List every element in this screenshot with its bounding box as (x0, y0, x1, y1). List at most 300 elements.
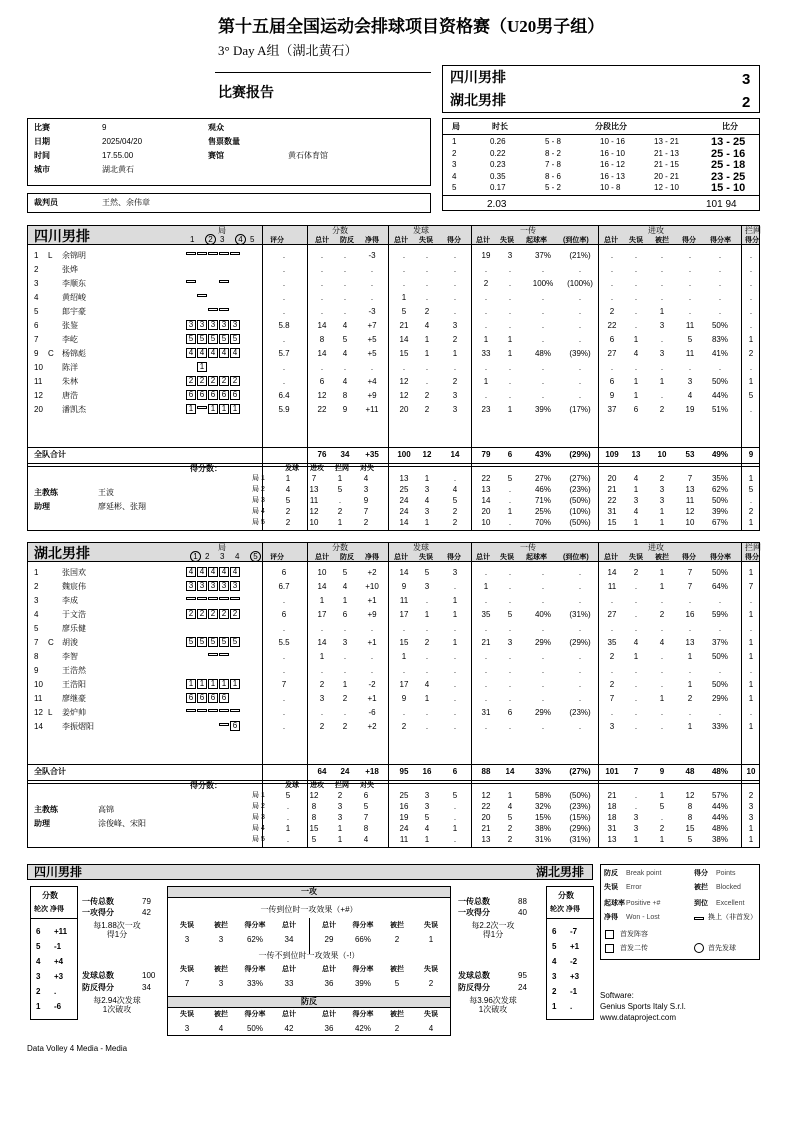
stat-rt: . (484, 266, 488, 274)
start-position: 6 (197, 693, 207, 703)
player-name: 王浩然 (62, 666, 86, 675)
player-rotation (186, 651, 241, 659)
stat-rp: . (541, 583, 545, 591)
stat-rp: . (541, 308, 545, 316)
mid-hdr: 失误 (180, 966, 194, 973)
set-sr: 1 (424, 475, 430, 483)
player-number: 1 (34, 568, 39, 577)
stat-bk: 2 (748, 350, 754, 358)
stat-ak: . (718, 252, 722, 260)
stat-bk: . (749, 308, 753, 316)
set-partial-1: 8 - 6 (545, 171, 562, 181)
start-position: 4 (208, 567, 218, 577)
set-at: 13 (607, 836, 617, 844)
stat-bp: 4 (342, 350, 348, 358)
stat-rr: . (508, 597, 512, 605)
set-pts: 7 (311, 475, 317, 483)
assistant-label: 助理 (34, 502, 50, 511)
summary-team-b: 湖北男排 (536, 865, 585, 879)
total-rp: 43% (534, 451, 551, 459)
player-role: L (48, 251, 53, 260)
player-name: 朱林 (62, 377, 78, 386)
set-pts: 1 (337, 825, 343, 833)
set-pts: 5 (363, 803, 369, 811)
stat-r: 6 (281, 611, 287, 619)
stat-net: +5 (367, 336, 377, 344)
stat-sr: 4 (424, 681, 430, 689)
start-position: 2 (230, 376, 240, 386)
stat-ak: . (718, 266, 722, 274)
set-at: 18 (607, 803, 617, 811)
stat-st: 8 (319, 336, 325, 344)
stat-rf: (17%) (569, 406, 591, 414)
legend-rota: 首发二传 (620, 945, 648, 952)
mid-val: 62% (246, 935, 263, 944)
set-rt: 13 (481, 486, 491, 494)
total-se: 95 (399, 768, 409, 776)
stat-bk: 5 (748, 392, 754, 400)
total-sep (27, 447, 760, 448)
legend-pos-en: Positive +# (626, 900, 661, 907)
total-bk: 10 (746, 768, 756, 776)
mid-title2: 防反 (301, 997, 317, 1006)
team-table-frame (27, 542, 760, 784)
stat-ap: . (688, 364, 692, 372)
start-position: 6 (197, 390, 207, 400)
rot-net: +3 (570, 972, 580, 981)
legend-ss-box (605, 930, 614, 939)
set-ae: 4 (633, 508, 639, 516)
rot-net: -6 (54, 1002, 62, 1011)
set-partial-3: 20 - 21 (654, 171, 679, 181)
stat-sp: . (453, 364, 457, 372)
stat-rt: . (484, 294, 488, 302)
stat-rr: 3 (507, 639, 513, 647)
rot-net: +11 (54, 927, 68, 936)
stat-ab: . (660, 723, 664, 731)
set-pts: 1 (285, 825, 291, 833)
stat-at: . (610, 597, 614, 605)
mid-hdr: 得分率 (352, 966, 374, 973)
player-name: 李顺东 (62, 279, 86, 288)
stat-rr: 6 (507, 709, 513, 717)
stat-sr: 1 (424, 350, 430, 358)
rot-num: 3 (36, 972, 41, 981)
stat-ap: 11 (685, 350, 695, 358)
hdr-pts: 得分 (447, 237, 461, 244)
stat-ae: 2 (633, 569, 639, 577)
recv-val: 79 (142, 897, 151, 906)
mid-hdr: 得分率 (244, 1011, 266, 1018)
set-rf: (50%) (569, 497, 591, 505)
total-bp: 24 (340, 768, 350, 776)
stat-r: . (282, 667, 286, 675)
mid-val: 3 (218, 979, 224, 988)
stat-ab: . (660, 336, 664, 344)
player-name: 李成 (62, 596, 78, 605)
set-rf: (15%) (569, 814, 591, 822)
stat-rt: 23 (481, 406, 491, 414)
stat-ab: . (660, 266, 664, 274)
stat-ab: 3 (659, 350, 665, 358)
set-pts: 8 (311, 814, 317, 822)
start-position: 1 (208, 404, 218, 414)
stat-bk: 1 (748, 378, 754, 386)
set-rf: (23%) (569, 803, 591, 811)
set-pts: 3 (337, 814, 343, 822)
stat-ap: 5 (687, 336, 693, 344)
total-sp: 14 (450, 451, 460, 459)
start-position: 4 (230, 567, 240, 577)
start-position: 4 (197, 348, 207, 358)
set-pts: 1 (337, 475, 343, 483)
mid-val: 33% (246, 979, 263, 988)
pts-hdr: 对失 (360, 782, 374, 789)
stat-rf: (39%) (569, 350, 591, 358)
set-rt: 20 (481, 508, 491, 516)
mid-hdr: 被拦 (390, 966, 404, 973)
stat-r: . (282, 364, 286, 372)
stat-sr: 1 (424, 336, 430, 344)
legend-blk: 被拦 (694, 884, 708, 891)
set-bk: 2 (748, 508, 754, 516)
mid-hdr: 总计 (282, 966, 296, 973)
stat-sr: . (425, 252, 429, 260)
stat-ab: . (660, 252, 664, 260)
stat-se: 20 (399, 406, 409, 414)
stat-rr: . (508, 569, 512, 577)
stat-ab: 1 (659, 583, 665, 591)
stat-r: . (282, 709, 286, 717)
stat-net: +1 (367, 639, 377, 647)
hdr-attack: 进攻 (648, 543, 664, 552)
set-ab: 1 (659, 519, 665, 527)
stat-rt: 35 (481, 611, 491, 619)
set-pts: 10 (309, 519, 319, 527)
set-rr: 4 (507, 803, 513, 811)
set-rp: 32% (534, 803, 551, 811)
set-partial-3: 21 - 13 (654, 148, 679, 158)
coach-name: 王波 (98, 488, 114, 497)
stat-at: 2 (609, 308, 615, 316)
bp-label: 发球总数 (458, 971, 490, 980)
stat-ak: . (718, 709, 722, 717)
set-bk: 5 (748, 486, 754, 494)
player-rotation (186, 721, 241, 731)
set-at: 22 (607, 497, 617, 505)
set-ab: 3 (659, 486, 665, 494)
stat-st: . (320, 667, 324, 675)
set-se: 24 (399, 508, 409, 516)
mid-hdr: 得分率 (244, 966, 266, 973)
set-pts: 5 (285, 497, 291, 505)
stat-se: . (402, 280, 406, 288)
stat-r: . (282, 266, 286, 274)
stat-net: +11 (365, 406, 379, 414)
stat-rt: . (484, 723, 488, 731)
player-rotation (186, 637, 241, 647)
stat-at: 37 (607, 406, 617, 414)
player-name: 廖继豪 (62, 694, 86, 703)
stat-bp: . (343, 709, 347, 717)
hdr-pos: 起球率 (526, 237, 547, 244)
stat-bk: . (749, 252, 753, 260)
sub-marker (186, 280, 196, 283)
stat-net: -2 (368, 681, 376, 689)
stat-r: 5.9 (278, 406, 290, 414)
total-rf: (29%) (569, 451, 591, 459)
stat-bp: 6 (342, 611, 348, 619)
set-pts: 1 (337, 836, 343, 844)
stat-st: 14 (317, 350, 327, 358)
stat-net: +9 (367, 611, 377, 619)
sub-marker (230, 597, 240, 600)
stat-st: 2 (319, 723, 325, 731)
hdr-tot: 总计 (394, 237, 408, 244)
software-website: www.dataproject.com (600, 1013, 677, 1022)
stat-rr: . (508, 653, 512, 661)
set-rr: 1 (507, 508, 513, 516)
stat-ap: 1 (687, 681, 693, 689)
stat-rf: . (578, 336, 582, 344)
set-sp: . (453, 475, 457, 483)
spectators-label: 观众 (208, 123, 224, 132)
set-ab: 3 (659, 497, 665, 505)
start-position: 6 (186, 390, 196, 400)
referee-box (27, 193, 431, 213)
player-rotation (186, 595, 241, 603)
stat-ap: . (688, 252, 692, 260)
set-sr: 4 (424, 825, 430, 833)
stat-rr: . (508, 322, 512, 330)
stat-r: . (282, 723, 286, 731)
set-rf: (50%) (569, 792, 591, 800)
set-pts: 15 (309, 825, 319, 833)
stat-ae: . (634, 625, 638, 633)
stat-at: 7 (609, 695, 615, 703)
stat-rt: . (484, 681, 488, 689)
mid-val: 39% (354, 979, 371, 988)
stat-se: 15 (399, 639, 409, 647)
hdr-attack: 进攻 (648, 226, 664, 235)
legend-first: 首先发球 (708, 945, 736, 952)
set-pts: 5 (285, 792, 291, 800)
col-sep (388, 225, 389, 467)
sub-marker (197, 709, 207, 712)
legend-first-circle (694, 943, 704, 953)
team-table-frame (27, 225, 760, 467)
set-ap: 8 (687, 803, 693, 811)
total-se: 100 (397, 451, 411, 459)
stat-rp: 29% (534, 709, 551, 717)
hdr-pts: 得分 (745, 554, 759, 561)
stat-sr: . (425, 667, 429, 675)
start-position: 2 (197, 609, 207, 619)
set-row-label: 局 3 (252, 497, 265, 504)
start-position: 4 (230, 348, 240, 358)
set-sr: 5 (424, 814, 430, 822)
legend-wl: 净得 (604, 914, 618, 921)
note1: 每1.88次一攻 (93, 921, 141, 930)
stat-net: +1 (367, 597, 377, 605)
set-rp: 46% (534, 486, 551, 494)
stat-ak: 83% (711, 336, 728, 344)
stat-ae: . (634, 294, 638, 302)
set-ak: 48% (711, 825, 728, 833)
team-name: 四川男排 (34, 228, 90, 244)
referee-label: 裁判员 (34, 198, 58, 207)
total-rp: 33% (534, 768, 551, 776)
stat-ae: . (634, 611, 638, 619)
hdr-err: 失误 (500, 554, 514, 561)
start-position: 5 (197, 334, 207, 344)
set-sr: 3 (424, 803, 430, 811)
set-rt: 22 (481, 803, 491, 811)
scoreboard-team-b: 湖北男排 (450, 92, 506, 108)
stat-rp: . (541, 667, 545, 675)
time-label: 时间 (34, 151, 50, 160)
stat-net: . (370, 266, 374, 274)
pts-hdr: 拦网 (335, 782, 349, 789)
stat-at: 6 (609, 378, 615, 386)
stat-bk: 1 (748, 653, 754, 661)
stat-net: +2 (367, 723, 377, 731)
stat-bp: . (343, 294, 347, 302)
stat-sp: . (453, 583, 457, 591)
set-sp: 2 (452, 508, 458, 516)
set-rr: . (508, 497, 512, 505)
col-sep (262, 225, 263, 467)
stat-r: . (282, 252, 286, 260)
set-ak: 62% (711, 486, 728, 494)
mid-hdr: 被拦 (214, 922, 228, 929)
stat-at: . (610, 364, 614, 372)
set-score: 23 - 25 (711, 170, 746, 183)
sub-marker (186, 597, 196, 600)
stat-rt: . (484, 364, 488, 372)
stat-rf: . (578, 364, 582, 372)
hdr-serve: 发球 (413, 226, 429, 235)
total-sep (27, 764, 760, 765)
stat-bp: 4 (342, 583, 348, 591)
stat-ae: . (634, 252, 638, 260)
stat-se: 1 (401, 653, 407, 661)
start-position: 3 (208, 581, 218, 591)
stat-rf: . (578, 681, 582, 689)
stat-st: 10 (317, 569, 327, 577)
set-rf: (10%) (569, 508, 591, 516)
hdr-tot: 总计 (315, 237, 329, 244)
rot-num: 6 (36, 927, 41, 936)
stat-sr: . (425, 709, 429, 717)
player-name: 唐浩 (62, 391, 78, 400)
legend-blk-en: Blocked (716, 884, 741, 891)
start-position: 1 (186, 679, 196, 689)
stat-bp: . (343, 625, 347, 633)
set-ap: 5 (687, 836, 693, 844)
set-partial-2: 10 - 16 (600, 137, 625, 146)
stat-sr: . (425, 266, 429, 274)
col-sep (307, 542, 308, 784)
rot-net: . (54, 987, 57, 996)
stat-r: 6.4 (278, 392, 290, 400)
player-role: L (48, 708, 53, 717)
hdr-rating: 评分 (270, 554, 284, 561)
stat-bk: 1 (748, 681, 754, 689)
stat-ap: 2 (687, 695, 693, 703)
set-at: 21 (607, 486, 617, 494)
stat-rt: 1 (483, 336, 489, 344)
rot-net: +4 (54, 957, 64, 966)
stat-bp: 4 (342, 378, 348, 386)
stat-bp: 2 (342, 723, 348, 731)
set-rf: (23%) (569, 486, 591, 494)
start-position: 2 (219, 376, 229, 386)
stat-ab: . (660, 667, 664, 675)
hdr-bp: 防反 (340, 237, 354, 244)
coach-label: 主教练 (34, 805, 58, 814)
coach-name: 高锦 (98, 805, 114, 814)
set-rt: 22 (481, 475, 491, 483)
stat-rr: 1 (507, 336, 513, 344)
set-num: 5 (452, 183, 457, 192)
pts-label: 得分数： (190, 781, 222, 790)
set-score: 25 - 18 (711, 159, 746, 171)
set-partial-2: 16 - 10 (600, 148, 625, 158)
set-ab: 1 (659, 508, 665, 516)
stat-ap: . (688, 709, 692, 717)
set-partial-1: 5 - 8 (545, 137, 562, 146)
player-number: 11 (34, 377, 43, 386)
set-pts: 2 (285, 508, 291, 516)
start-position: 2 (230, 609, 240, 619)
stat-sp: 1 (452, 611, 458, 619)
set-rr: . (508, 486, 512, 494)
set-ae: 4 (633, 475, 639, 483)
stat-rp: . (541, 723, 545, 731)
stat-bk: . (749, 280, 753, 288)
start-position: 6 (230, 721, 240, 731)
set-pts: 7 (363, 814, 369, 822)
software-label: Software: (600, 991, 634, 1000)
set-se: 11 (399, 836, 409, 844)
sub-marker (219, 709, 229, 712)
stat-ae: . (634, 709, 638, 717)
player-name: 李智 (62, 652, 78, 661)
set-bk: 1 (748, 475, 754, 483)
stat-bp: . (343, 653, 347, 661)
recv-val: 88 (518, 897, 527, 906)
stat-net: +7 (367, 322, 377, 330)
stat-net: +10 (365, 583, 379, 591)
mid-val: 2 (394, 1024, 400, 1033)
stat-rr: . (508, 378, 512, 386)
set-bk: 1 (748, 825, 754, 833)
stat-ak: . (718, 280, 722, 288)
set-pts: 2 (337, 508, 343, 516)
hdr-pts: 得分 (682, 237, 696, 244)
mid-hdr: 总计 (322, 1011, 336, 1018)
mid-hdr: 失误 (424, 922, 438, 929)
stat-bk: . (749, 709, 753, 717)
start-position: 4 (186, 348, 196, 358)
rot-net: . (570, 1002, 573, 1011)
set-row-label: 局 5 (252, 836, 265, 843)
mid-hdr: 得分率 (352, 922, 374, 929)
hdr-rating: 评分 (270, 237, 284, 244)
set-sp: . (453, 836, 457, 844)
stat-ab: . (660, 392, 664, 400)
